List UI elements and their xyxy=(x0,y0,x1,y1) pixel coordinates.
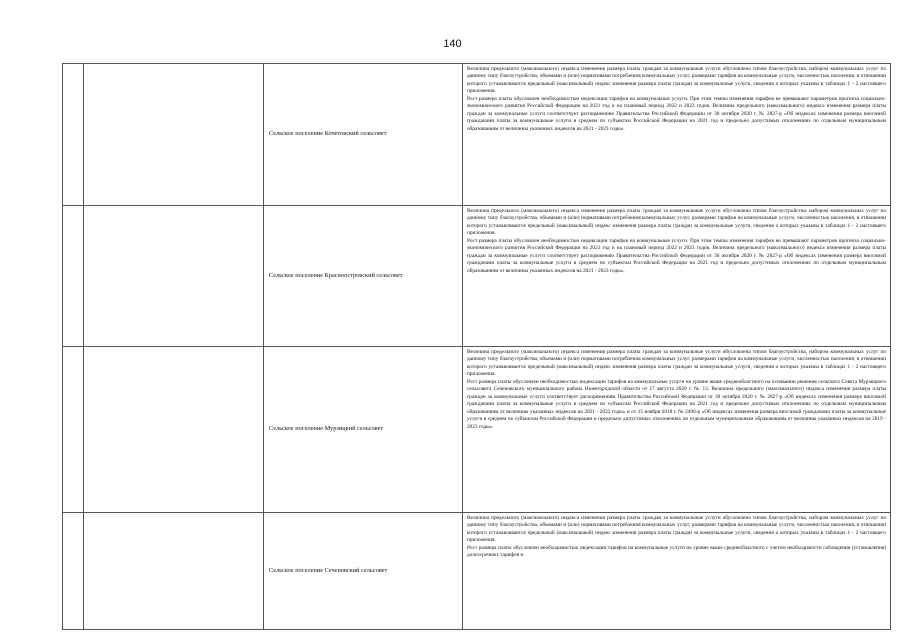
municipality-name: Сельское поселение Мурзицкий сельсовет xyxy=(264,347,463,513)
table-row xyxy=(63,64,891,206)
empty-cell xyxy=(84,513,264,630)
empty-cell xyxy=(63,513,84,630)
table-row xyxy=(63,347,891,513)
justification-paragraph: Рост размера платы обусловлен необходимостью индексации тарифов на коммунальные услуги. При этом темпы изменения тарифов не превышают параметров прогноза социально-экономического развития Российской Федерации на 2021 год и на плановый период 2022 и 2023 годов. Величина предельного (максимального) индекса изменения размера платы граждан за коммунальные услуги соответствует распоряжению Правительства Российской Федерации от 30 октября 2020 г. № 2827-р «Об индексах изменения размера вносимой гражданами платы за коммунальные услуги в среднем по субъектам Российской Федерации на 2021 год и предельно допустимых отклонениях по отдельным муниципальным образованиям от величины указанных индексов на 2021 - 2023 годы». xyxy=(467,237,886,274)
justification-cell xyxy=(463,513,891,630)
municipality-name: Сельское поселение Красноостровский сельсовет xyxy=(264,206,463,347)
municipality-name: Сельское поселение Сеченовский сельсовет xyxy=(264,513,463,630)
justification-paragraph: Рост размера платы обусловлен необходимостью индексации тарифов на коммунальные услуги на уровне выше среднеобластного с учетом необходимости соблюдения (установления) долгосрочных тарифов и xyxy=(467,544,886,559)
empty-cell xyxy=(84,206,264,347)
justification-paragraph: Величина предельного (максимального) индекса изменения размера платы граждан за коммунальные услуги обусловлена типом благоустройства, набором коммунальных услуг по данному типу благоустройства, объемами и (или) нормативами потребления коммунальных услуг, размерами тарифов на коммунальные услуги, численностью населения, в отношении которого устанавливается предельный (максимальный) индекс изменения размера платы граждан за коммунальные услуги, сведения о которых указаны в таблицах 1 - 2 настоящего приложения. xyxy=(467,515,886,544)
page-number: 140 xyxy=(443,38,462,50)
justification-paragraph: Рост размера платы обусловлен необходимостью индексации тарифов на коммунальные услуги. При этом темпы изменения тарифов не превышают параметров прогноза социально-экономического развития Российской Федерации на 2021 год и на плановый период 2022 и 2023 годов. Величина предельного (максимального) индекса изменения размера платы граждан за коммунальные услуги соответствует распоряжению Правительства Российской Федерации от 30 октября 2020 г. № 2827-р «Об индексах изменения размера вносимой гражданами платы за коммунальные услуги в среднем по субъектам Российской Федерации на 2021 год и предельно допустимых отклонениях по отдельным муниципальным образованиям от величины указанных индексов на 2021 - 2023 годы». xyxy=(467,95,886,132)
table-row xyxy=(63,206,891,347)
empty-cell xyxy=(84,64,264,206)
justification-cell xyxy=(463,347,891,513)
justification-cell xyxy=(463,64,891,206)
empty-cell xyxy=(63,206,84,347)
justification-cell xyxy=(463,206,891,347)
municipal-index-table xyxy=(62,63,891,630)
municipality-name: Сельское поселение Кочетовский сельсовет xyxy=(264,64,463,206)
empty-cell xyxy=(84,347,264,513)
empty-cell xyxy=(63,347,84,513)
justification-paragraph: Величина предельного (максимального) индекса изменения размера платы граждан за коммунальные услуги обусловлена типом благоустройства, набором коммунальных услуг по данному типу благоустройства, объемами и (или) нормативами потребления коммунальных услуг, размерами тарифов на коммунальные услуги, численностью населения, в отношении которого устанавливается предельный (максимальный) индекс изменения размера платы граждан за коммунальные услуги, сведения о которых указаны в таблицах 1 - 2 настоящего приложения. xyxy=(467,66,886,95)
table-row xyxy=(63,513,891,630)
justification-paragraph: Рост размера платы обусловлен необходимостью индексации тарифов на коммунальные услуги на уровне выше среднеобластного на основании решения сельского Совета Мурзицкого сельсовета Сеченовского муниципального района Нижегородской области от 17 августа 2020 г. № 13. Величина предельного (максимального) индекса изменения размера платы граждан за коммунальные услуги соответствует распоряжениям Правительства Российской Федерации от 30 октября 2020 г. № 2827-р «Об индексах изменения размера вносимой гражданами платы за коммунальные услуги в среднем по субъектам Российской Федерации на 2021 год и предельно допустимых отклонениях по отдельным муниципальным образованиям от величины указанных индексов на 2021 - 2023 годы» и от 15 ноября 2018 г. № 2490-р «Об индексах изменения размера вносимой гражданами платы за коммунальные услуги в среднем по субъектам Российской Федерации и предельно допустимых отклонениях по отдельным муниципальным образованиям от величины указанных индексов на 2019 - 2023 годы». xyxy=(467,378,886,430)
empty-cell xyxy=(63,64,84,206)
justification-paragraph: Величина предельного (максимального) индекса изменения размера платы граждан за коммунальные услуги обусловлена типом благоустройства, набором коммунальных услуг по данному типу благоустройства, объемами и (или) нормативами потребления коммунальных услуг, размерами тарифов на коммунальные услуги, численностью населения, в отношении которого устанавливается предельный (максимальный) индекс изменения размера платы граждан за коммунальные услуги, сведения о которых указаны в таблицах 1 - 2 настоящего приложения. xyxy=(467,349,886,378)
justification-paragraph: Величина предельного (максимального) индекса изменения размера платы граждан за коммунальные услуги обусловлена типом благоустройства, набором коммунальных услуг по данному типу благоустройства, объемами и (или) нормативами потребления коммунальных услуг, размерами тарифов на коммунальные услуги, численностью населения, в отношении которого устанавливается предельный (максимальный) индекс изменения размера платы граждан за коммунальные услуги, сведения о которых указаны в таблицах 1 - 2 настоящего приложения. xyxy=(467,208,886,237)
